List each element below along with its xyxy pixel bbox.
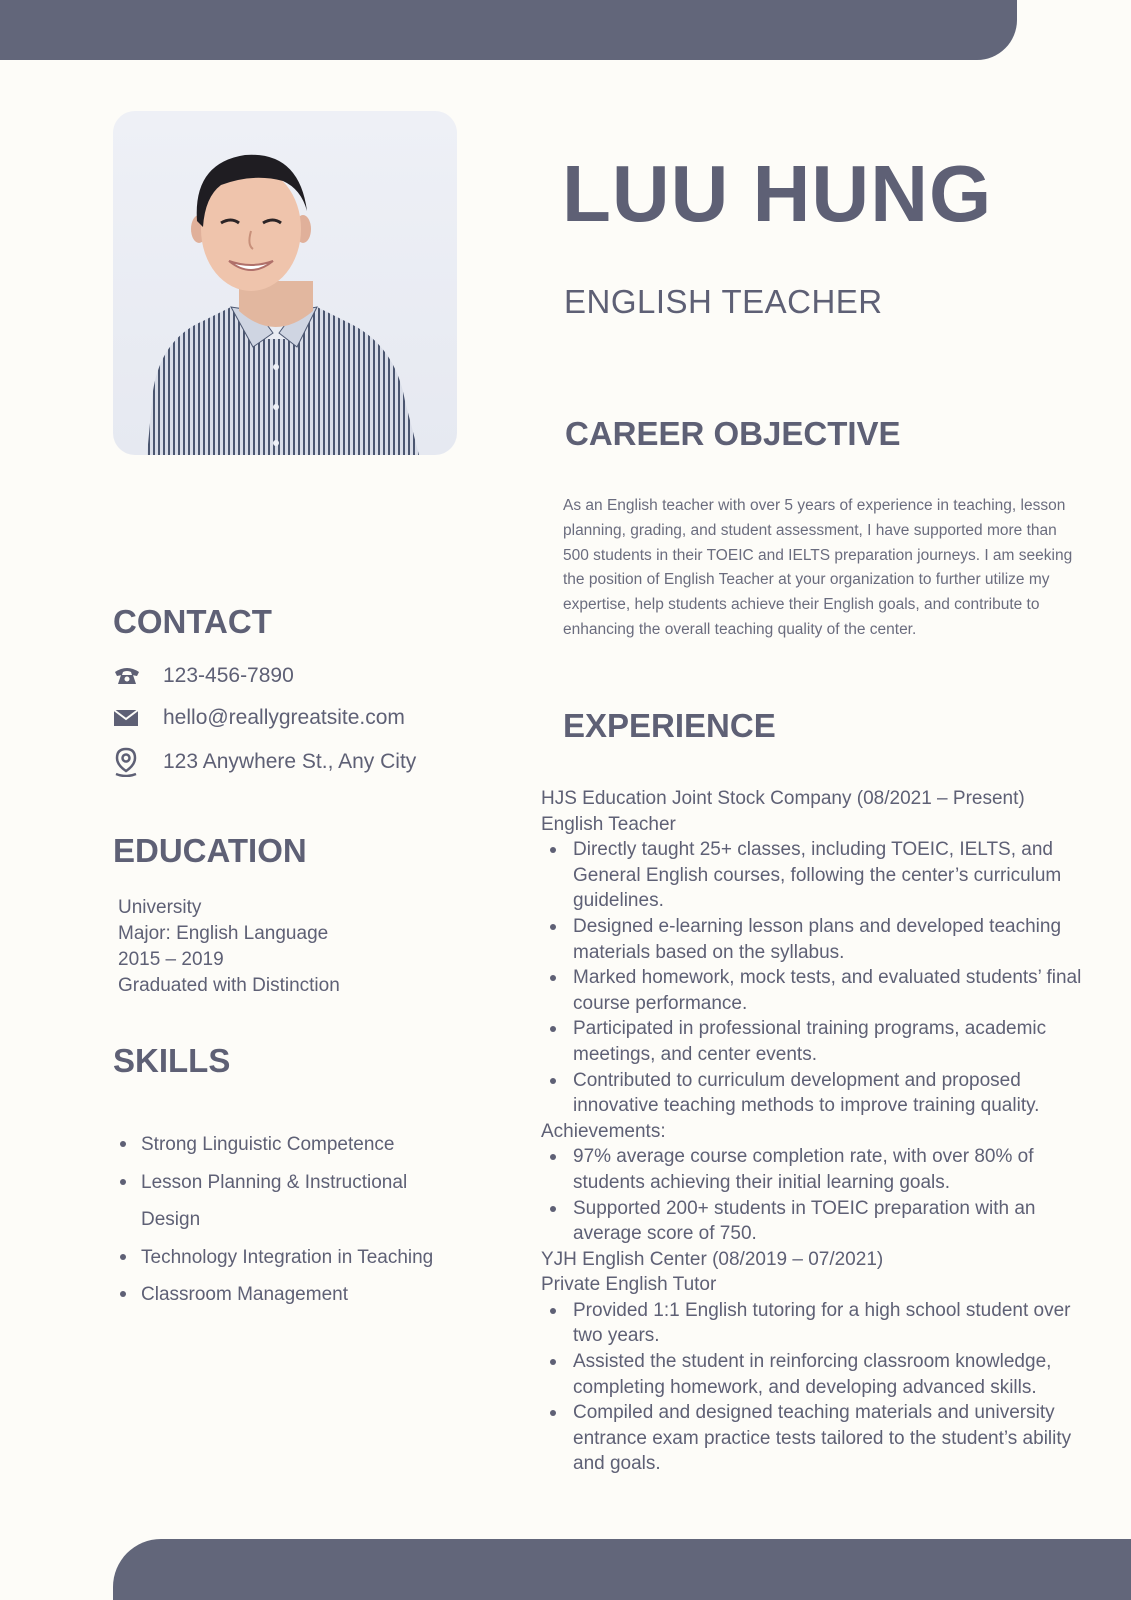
duty-item: Compiled and designed teaching materials and university entrance exam practice tests tailored to the student’s ability and goals. (541, 1400, 1101, 1477)
profile-photo (113, 111, 457, 455)
job1-role: English Teacher (541, 813, 676, 835)
job1-company: HJS Education Joint Stock Company (08/2021 – Present) (541, 788, 1025, 809)
contact-phone-row (113, 661, 294, 691)
contact-address: 123 Anywhere St., Any City (163, 750, 417, 773)
achievement-item: 97% average course completion rate, with over 80% of students achieving their initial learning goals. (541, 1144, 1101, 1195)
contact-address-row (113, 747, 417, 777)
location-pin-icon (113, 748, 141, 776)
bottom-decorative-bar (113, 1539, 1131, 1600)
education-details (118, 895, 340, 999)
contact-email-row (113, 703, 405, 733)
skill-item: Strong Linguistic Competence (113, 1126, 453, 1164)
experience-heading: EXPERIENCE (563, 707, 776, 744)
career-objective-text: As an English teacher with over 5 years of experience in teaching, lesson planning, grading, and student assessment, I have supported more than 500 students in their TOEIC and IELTS preparation journeys. I am seeking the position of English Teacher at your organization to further utilize my expertise, help students achieve their English goals, and contribute to enhancing the overall teaching quality of the center. (563, 497, 1073, 638)
skill-item: Lesson Planning & Instructional Design (113, 1164, 453, 1239)
education-school: University (118, 897, 202, 918)
education-honors: Graduated with Distinction (118, 975, 340, 996)
job1-achievements (541, 1144, 1101, 1246)
career-objective-heading: CAREER OBJECTIVE (565, 415, 901, 452)
skills-list (113, 1126, 453, 1314)
skill-item: Classroom Management (113, 1276, 453, 1314)
achievements-label: Achievements: (541, 1120, 666, 1142)
job2-duties (541, 1298, 1101, 1477)
job2-company: YJH English Center (08/2019 – 07/2021) (541, 1248, 884, 1270)
education-heading: EDUCATION (113, 832, 307, 869)
contact-phone[interactable]: 123-456-7890 (163, 664, 294, 687)
duty-item: Designed e-learning lesson plans and developed teaching materials based on the syllabus. (541, 914, 1101, 965)
top-decorative-bar (0, 0, 1017, 60)
duty-item: Provided 1:1 English tutoring for a high school student over two years. (541, 1298, 1101, 1349)
skills-heading: SKILLS (113, 1042, 231, 1079)
candidate-name: LUU HUNG (562, 149, 993, 238)
duty-item: Contributed to curriculum development and proposed innovative teaching methods to improve training quality. (541, 1068, 1101, 1119)
experience-body (541, 786, 1101, 1477)
education-major: Major: English Language (118, 923, 329, 944)
contact-email[interactable]: hello@reallygreatsite.com (163, 706, 405, 729)
duty-item: Assisted the student in reinforcing classroom knowledge, completing homework, and developing advanced skills. (541, 1349, 1101, 1400)
phone-icon (113, 662, 141, 690)
achievement-item: Supported 200+ students in TOEIC preparation with an average score of 750. (541, 1196, 1101, 1247)
job-title: ENGLISH TEACHER (564, 283, 883, 320)
duty-item: Directly taught 25+ classes, including TOEIC, IELTS, and General English courses, following the center’s curriculum guidelines. (541, 837, 1101, 914)
job2-role: Private English Tutor (541, 1274, 717, 1296)
envelope-icon (113, 704, 141, 732)
duty-item: Marked homework, mock tests, and evaluated students’ final course performance. (541, 965, 1101, 1016)
job1-duties (541, 837, 1101, 1119)
duty-item: Participated in professional training programs, academic meetings, and center events. (541, 1016, 1101, 1067)
portrait-illustration (113, 111, 457, 455)
skill-item: Technology Integration in Teaching (113, 1239, 453, 1277)
contact-heading: CONTACT (113, 603, 272, 640)
education-years: 2015 – 2019 (118, 949, 224, 970)
